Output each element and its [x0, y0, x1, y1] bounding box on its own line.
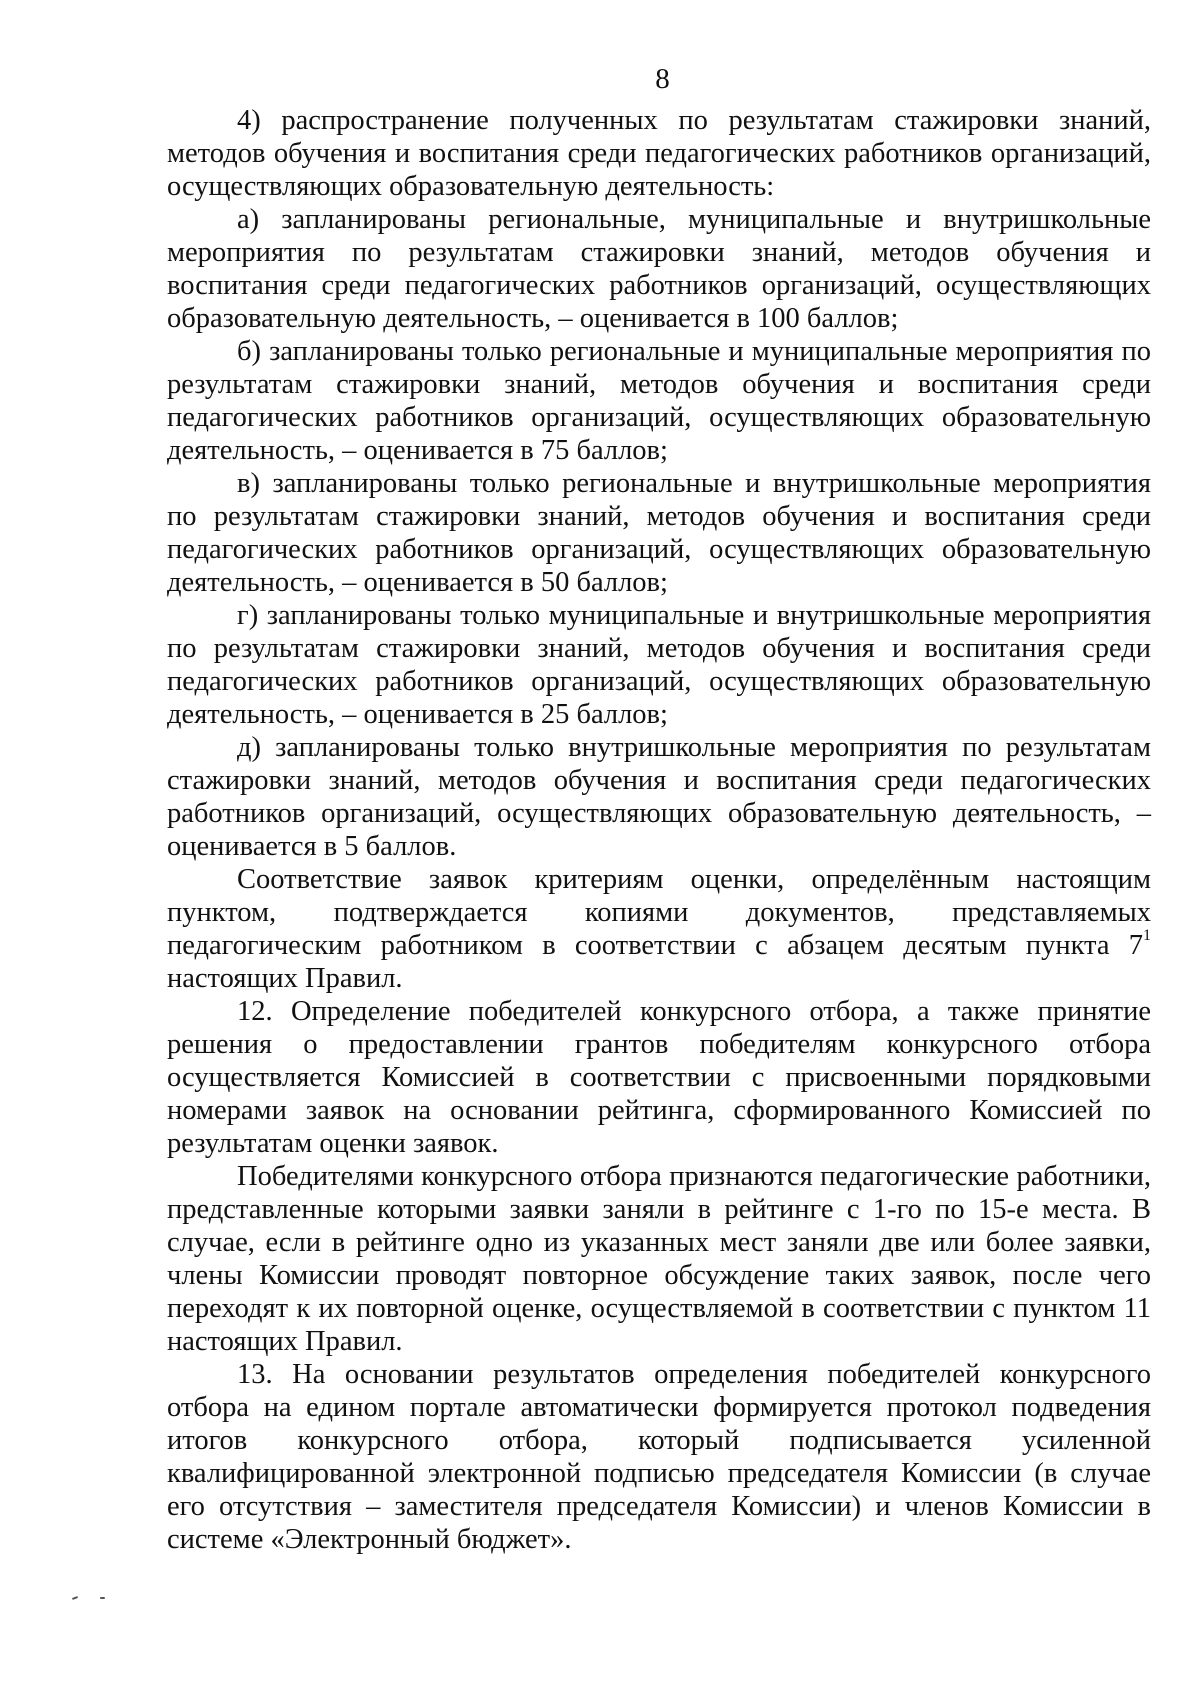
paragraph-item-4: 4) распространение полученных по результатам стажировки знаний, методов обучения и воспитания среди педагогических работников организаций, осуществляющих образовательную деятельность: [167, 105, 1151, 202]
paragraph-subitem-v: в) запланированы только региональные и внутришкольные мероприятия по результатам стажировки знаний, методов обучения и воспитания среди педагогических работников организаций, осуществляющих образовательную деятельность, – оценивается в 50 баллов; [167, 468, 1151, 598]
paragraph-winners: Победителями конкурсного отбора признаются педагогические работники, представленные которыми заявки заняли в рейтинге с 1-го по 15-е места. В случае, если в рейтинге одно из указанных мест заняли две или более заявки, члены Комиссии проводят повторное обсуждение таких заявок, после чего переходят к их повторной оценке, осуществляемой в соответствии с пунктом 11 настоящих Правил. [167, 1161, 1151, 1357]
paragraph-section-13: 13. На основании результатов определения победителей конкурсного отбора на едином портале автоматически формируется протокол подведения итогов конкурсного отбора, который подписывается усиленной квалифицированной электронной подписью председателя Комиссии (в случае его отсутствия – заместителя председателя Комиссии) и членов Комиссии в системе «Электронный бюджет». [167, 1359, 1151, 1555]
criteria-note-text: Соответствие заявок критериям оценки, определённым настоящим пунктом, подтверждается копиями документов, представляемых педагогическим работником в соответствии с абзацем десятым пункта 7 [167, 864, 1151, 961]
paragraph-section-12: 12. Определение победителей конкурсного отбора, а также принятие решения о предоставлении грантов победителям конкурсного отбора осуществляется Комиссией в соответствии с присвоенными порядковыми номерами заявок на основании рейтинга, сформированного Комиссией по результатам оценки заявок. [167, 996, 1151, 1159]
paragraph-subitem-a: а) запланированы региональные, муниципальные и внутришкольные мероприятия по результатам стажировки знаний, методов обучения и воспитания среди педагогических работников организаций, осуществляющих образовательную деятельность, – оценивается в 100 баллов; [167, 204, 1151, 334]
paragraph-criteria-note [167, 863, 1151, 995]
document-body [167, 104, 1151, 1556]
scan-mark [72, 1596, 78, 1600]
page-number: 8 [655, 63, 670, 95]
criteria-note-tail: настоящих Правил. [167, 963, 403, 994]
paragraph-subitem-g: г) запланированы только муниципальные и внутришкольные мероприятия по результатам стажировки знаний, методов обучения и воспитания среди педагогических работников организаций, осуществляющих образовательную деятельность, – оценивается в 25 баллов; [167, 600, 1151, 730]
footnote-superscript: 1 [1143, 927, 1151, 944]
paragraph-subitem-d: д) запланированы только внутришкольные мероприятия по результатам стажировки знаний, методов обучения и воспитания среди педагогических работников организаций, осуществляющих образовательную деятельность, – оценивается в 5 баллов. [167, 732, 1151, 862]
paragraph-subitem-b: б) запланированы только региональные и муниципальные мероприятия по результатам стажировки знаний, методов обучения и воспитания среди педагогических работников организаций, осуществляющих образовательную деятельность, – оценивается в 75 баллов; [167, 336, 1151, 466]
scan-mark [100, 1597, 105, 1599]
